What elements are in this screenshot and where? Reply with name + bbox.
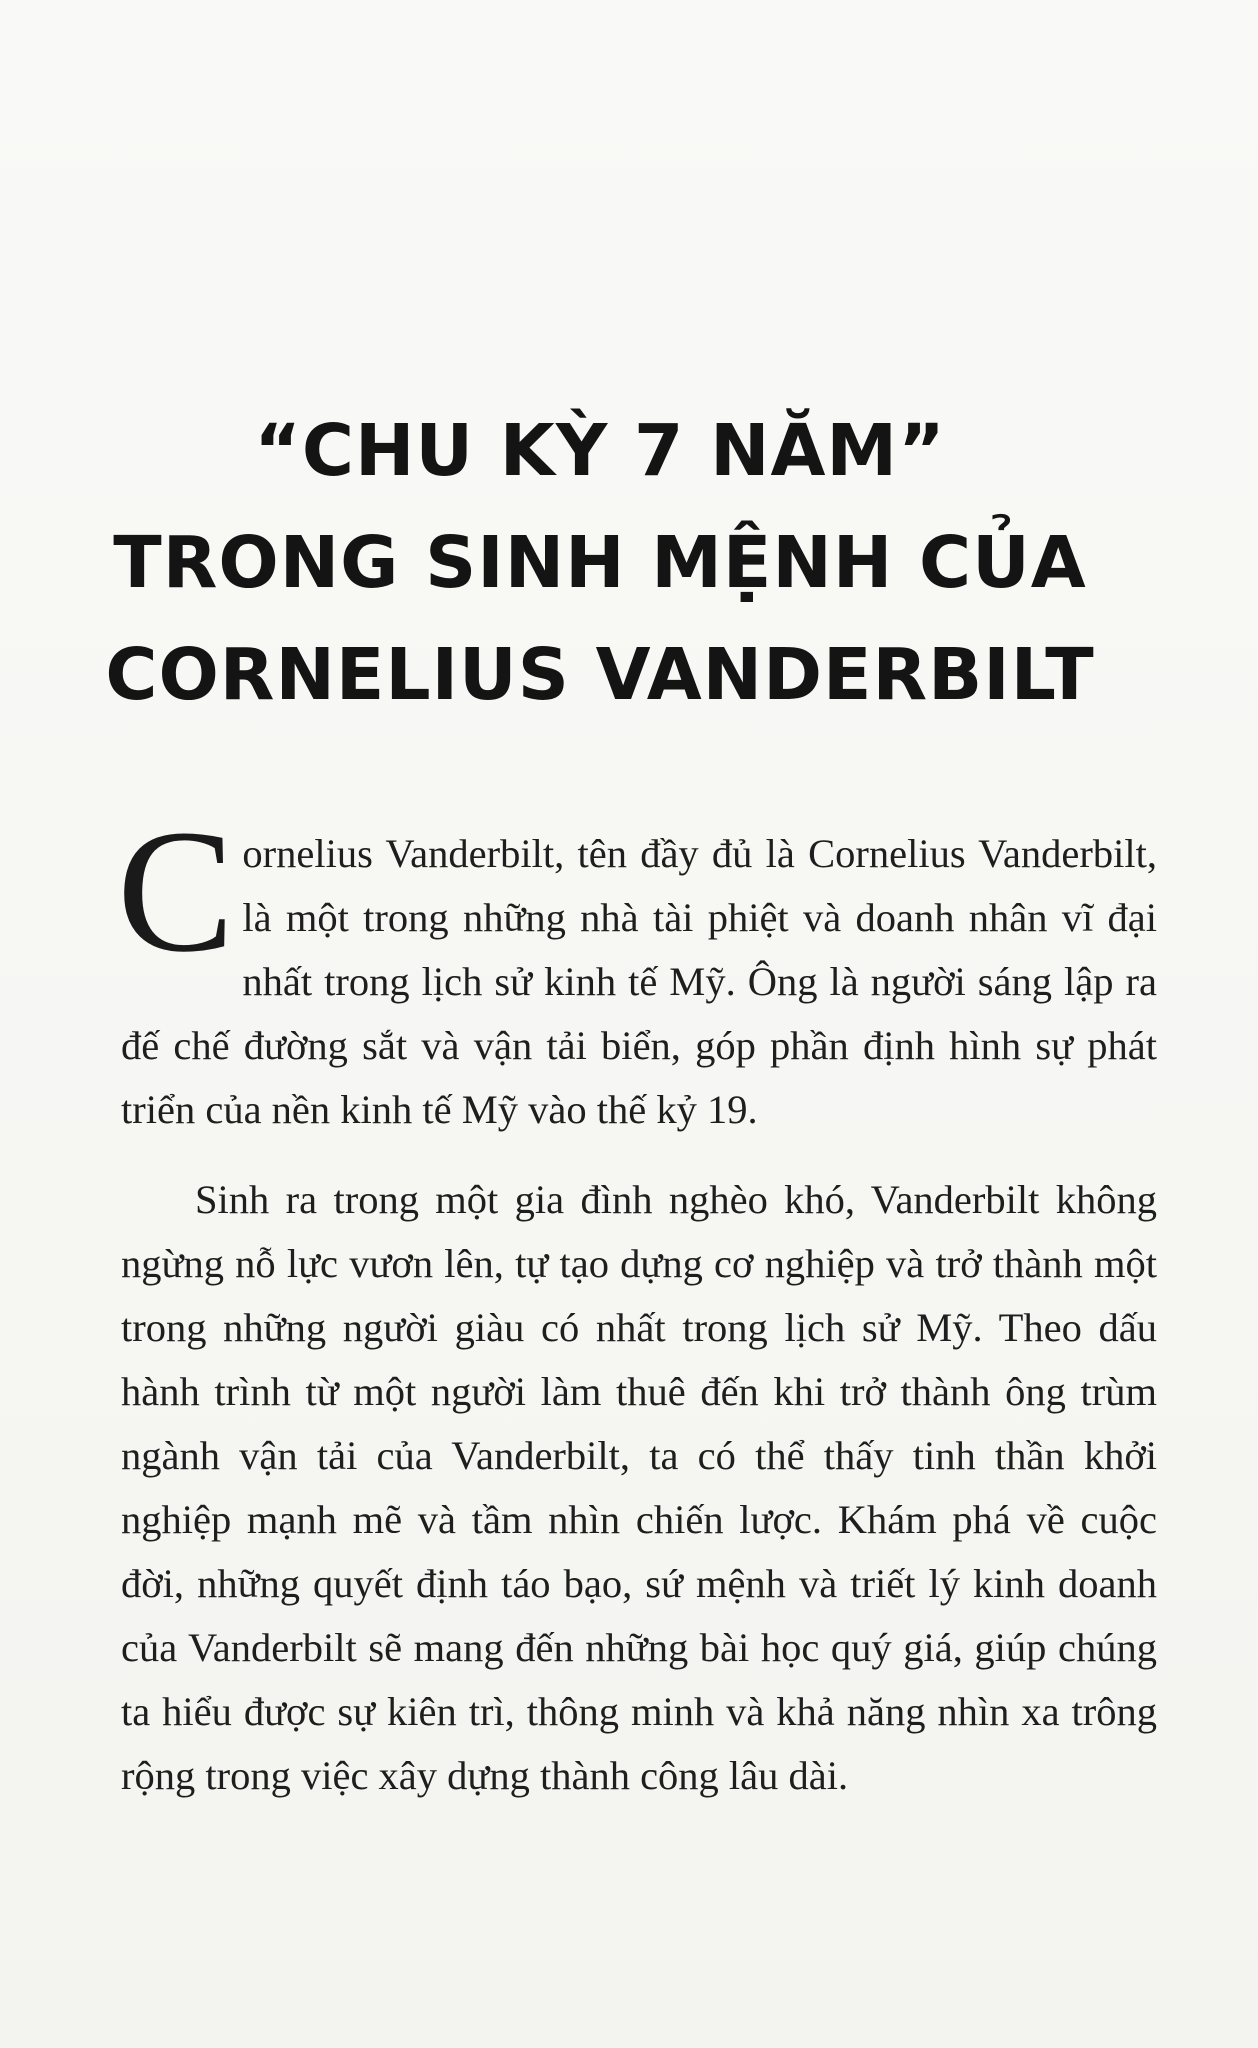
paragraph-2: Sinh ra trong một gia đình nghèo khó, Vanderbilt không ngừng nỗ lực vươn lên, tự tạo dựng cơ nghiệp và trở thành một trong những người giàu có nhất trong lịch sử Mỹ. Theo dấu hành trình từ một người làm thuê đến khi trở thành ông trùm ngành vận tải của Vanderbilt, ta có thể thấy tinh thần khởi nghiệp mạnh mẽ và tầm nhìn chiến lược. Khám phá về cuộc đời, những quyết định táo bạo, sứ mệnh và triết lý kinh doanh của Vanderbilt sẽ mang đến những bài học quý giá, giúp chúng ta hiểu được sự kiên trì, thông minh và khả năng nhìn xa trông rộng trong việc xây dựng thành công lâu dài. [121, 1177, 1157, 1798]
chapter-body [117, 794, 1157, 1808]
chapter-title-line-2: TRONG SINH MỆNH CỦA [113, 521, 1087, 604]
paragraph-1 [117, 794, 1157, 1142]
chapter-title-line-1: “CHU KỲ 7 NĂM” [254, 409, 946, 492]
drop-cap: C [117, 794, 235, 989]
chapter-title-line-3: CORNELIUS VANDERBILT [105, 633, 1095, 716]
chapter-title [0, 395, 1200, 731]
paragraph-1-text: ornelius Vanderbilt, tên đầy đủ là Cornelius Vanderbilt, là một trong những nhà tài phiệt và doanh nhân vĩ đại nhất trong lịch sử kinh tế Mỹ. Ông là người sáng lập ra đế chế đường sắt và vận tải biển, góp phần định hình sự phát triển của nền kinh tế Mỹ vào thế kỷ 19. [121, 831, 1157, 1132]
